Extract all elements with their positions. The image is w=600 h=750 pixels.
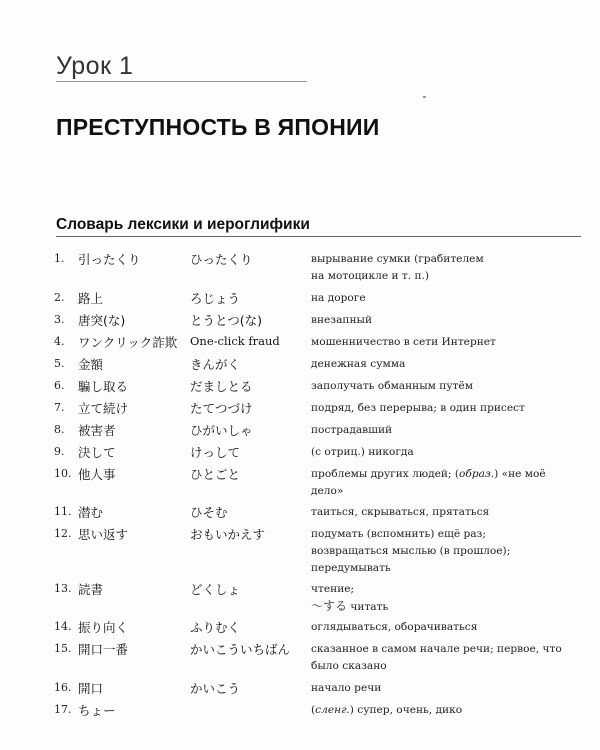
section-title: Словарь лексики и иероглифики (56, 216, 310, 233)
vocab-reading: かいこういちばん (190, 642, 291, 657)
translation-note: образ. (459, 468, 495, 480)
translation-line: вырывание сумки (грабителем (311, 253, 484, 265)
translation-line: оглядываться, оборачиваться (311, 621, 478, 633)
translation-text: читать (347, 601, 389, 613)
translation-line: возвращаться мыслью (в прошлое); (311, 545, 511, 557)
translation-line: дело» (311, 485, 344, 497)
translation-line: (с отриц.) никогда (311, 446, 414, 458)
vocab-translation (311, 400, 581, 417)
translation-line: на мотоцикле и т. п.) (311, 270, 430, 282)
vocab-number: 3. (54, 313, 65, 326)
vocab-translation (311, 641, 581, 675)
translation-line: пострадавший (311, 424, 393, 436)
vocab-word: 決して (78, 445, 116, 460)
vocab-number: 17. (54, 703, 72, 716)
vocab-number: 12. (54, 527, 72, 540)
translation-line: денежная сумма (311, 358, 406, 370)
vocab-number: 14. (54, 620, 72, 633)
vocab-reading: どくしょ (190, 582, 241, 597)
vocab-translation (311, 526, 581, 577)
vocab-translation (311, 680, 581, 697)
vocab-reading: ひそむ (190, 505, 228, 520)
vocab-number: 8. (54, 423, 65, 436)
translation-line (311, 702, 581, 719)
vocab-reading: ひがいしゃ (190, 423, 253, 438)
vocab-number: 7. (54, 401, 65, 414)
vocab-translation (311, 444, 581, 461)
vocab-word: 路上 (78, 291, 104, 306)
vocab-number: 11. (54, 505, 72, 518)
page-title: ПРЕСТУПНОСТЬ В ЯПОНИИ (56, 114, 380, 140)
vocab-word: 引ったくり (78, 252, 141, 267)
vocab-translation (311, 378, 581, 395)
vocab-number: 4. (54, 335, 65, 348)
translation-line: мошенничество в сети Интернет (311, 336, 496, 348)
vocab-translation (311, 702, 581, 719)
vocab-word: 金額 (78, 357, 104, 372)
vocab-word: 読書 (78, 582, 104, 597)
vocab-word: 他人事 (78, 467, 116, 482)
vocab-number: 15. (54, 642, 72, 655)
translation-text: ( (311, 704, 316, 716)
translation-note: сленг. (315, 704, 350, 716)
vocab-reading: ろじょう (190, 291, 241, 306)
suru-form: 〜する (311, 599, 348, 613)
vocab-translation (311, 251, 581, 285)
vocab-translation (311, 334, 581, 351)
vocab-word: 潜む (78, 505, 104, 520)
translation-line: подряд, без перерыва; в один присест (311, 402, 525, 414)
lesson-heading: Урок 1 (56, 52, 134, 80)
translation-text: ) «не моё (494, 468, 546, 480)
vocab-number: 5. (54, 357, 65, 370)
translation-line: подумать (вспомнить) ещё раз; (311, 528, 486, 540)
vocab-number: 6. (54, 379, 65, 392)
vocab-word: 騙し取る (78, 379, 129, 394)
translation-line: на дороге (311, 292, 366, 304)
translation-text: ) супер, очень, дико (349, 704, 463, 716)
vocab-reading: だましとる (190, 379, 253, 394)
vocab-reading: ひとごと (190, 467, 241, 482)
translation-line: сказанное в самом начале речи; первое, что (311, 643, 562, 655)
vocab-word: 開口 (78, 681, 104, 696)
vocab-translation (311, 312, 581, 329)
translation-text: проблемы других людей; ( (311, 468, 460, 480)
vocab-reading: けっして (190, 445, 241, 460)
translation-line (311, 466, 581, 483)
vocab-reading: きんがく (190, 357, 241, 372)
vocab-word: 思い返す (78, 527, 129, 542)
vocab-reading: とうとつ(な) (190, 313, 263, 328)
vocab-number: 9. (54, 445, 65, 458)
vocab-word: 振り向く (78, 620, 129, 635)
vocab-word: 唐突(な) (78, 313, 126, 328)
vocab-translation (311, 290, 581, 307)
vocab-reading: One-click fraud (190, 334, 280, 348)
vocab-translation (311, 581, 581, 616)
vocab-translation (311, 466, 581, 500)
vocab-translation (311, 619, 581, 636)
vocab-translation (311, 422, 581, 439)
vocab-reading: おもいかえす (190, 527, 266, 542)
vocab-reading: ひったくり (190, 252, 253, 267)
vocab-translation (311, 356, 581, 373)
translation-line: таиться, скрываться, прятаться (311, 506, 490, 518)
vocab-word: ワンクリック詐欺 (78, 335, 178, 350)
vocab-word: ちょー (78, 703, 116, 718)
vocab-reading: かいこう (190, 681, 241, 696)
translation-line (311, 598, 581, 616)
vocab-number: 1. (54, 252, 65, 265)
vocab-number: 2. (54, 291, 65, 304)
translation-line: заполучать обманным путём (311, 380, 473, 392)
vocab-word: 立て続け (78, 401, 129, 416)
vocab-number: 10. (54, 467, 72, 480)
translation-line: начало речи (311, 682, 382, 694)
vocab-number: 16. (54, 681, 72, 694)
translation-line: передумывать (311, 562, 391, 574)
vocab-word: 被害者 (78, 423, 116, 438)
translation-line: внезапный (311, 314, 373, 326)
vocab-number: 13. (54, 582, 72, 595)
translation-line: чтение; (311, 583, 355, 595)
vocab-reading: たてつづけ (190, 401, 253, 416)
vocab-word: 開口一番 (78, 642, 129, 657)
vocab-reading: ふりむく (190, 620, 241, 635)
translation-line: было сказано (311, 660, 387, 672)
vocab-translation (311, 504, 581, 521)
